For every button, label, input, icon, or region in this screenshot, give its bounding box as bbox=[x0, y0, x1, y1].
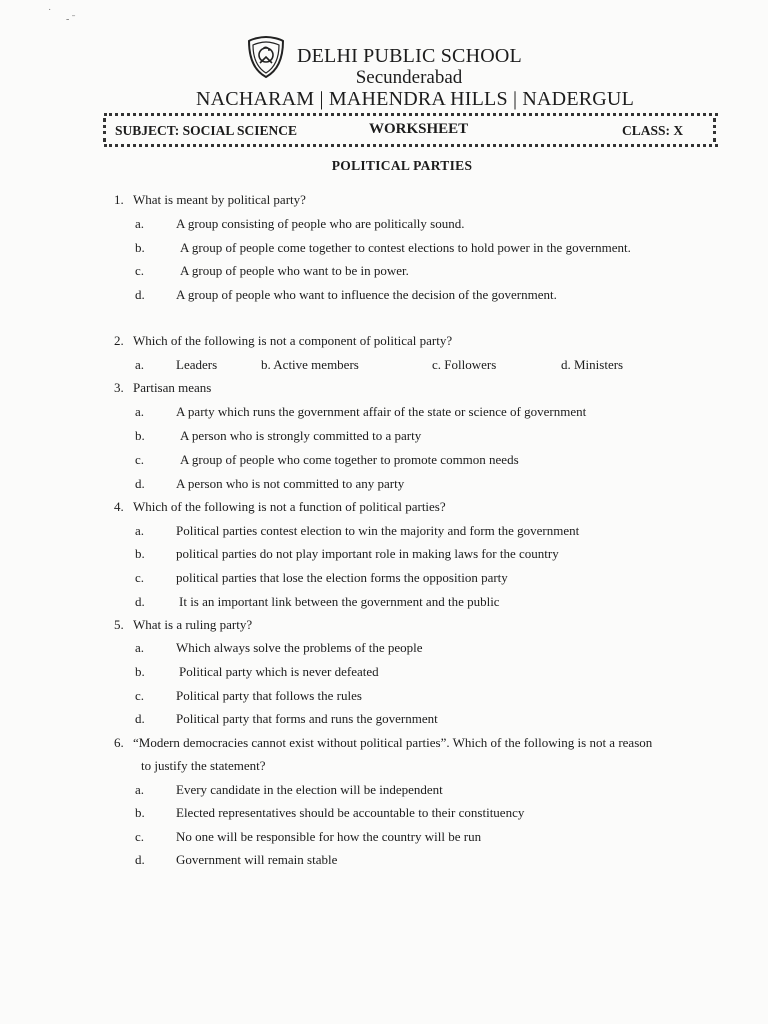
dotted-border-left bbox=[103, 118, 106, 142]
option-label: d. bbox=[135, 287, 145, 302]
school-city: Secunderabad bbox=[355, 67, 463, 88]
option-label: a. bbox=[135, 523, 145, 538]
option-label: a. bbox=[135, 404, 145, 419]
option-text: Every candidate in the election will be independent bbox=[176, 782, 443, 797]
option-label: c. bbox=[135, 452, 145, 467]
option-label: b. bbox=[135, 805, 145, 820]
option-text: A party which runs the government affair of the state or science of government bbox=[176, 404, 587, 419]
option-label: a. bbox=[135, 216, 145, 231]
option-text: Political party that follows the rules bbox=[176, 688, 362, 703]
option-label: b. bbox=[135, 664, 145, 679]
option-text: Leaders bbox=[176, 357, 218, 372]
worksheet-label: WORKSHEET bbox=[369, 121, 469, 137]
question-6: 6. “Modern democracies cannot exist without political parties”. Which of the following is not a reason bbox=[114, 735, 653, 750]
school-name: DELHI PUBLIC SCHOOL bbox=[297, 45, 522, 67]
option-text: political parties do not play important role in making laws for the country bbox=[176, 546, 559, 561]
option-label: d. bbox=[135, 852, 145, 867]
option-label: c. bbox=[135, 688, 145, 703]
option-text: Government will remain stable bbox=[176, 852, 338, 867]
subject-label: SUBJECT: SOCIAL SCIENCE bbox=[115, 123, 298, 138]
dotted-border-bottom bbox=[104, 144, 718, 147]
option-label: d. bbox=[135, 476, 145, 491]
question-5: 5. What is a ruling party? bbox=[114, 617, 253, 632]
option-label: a. bbox=[135, 782, 145, 797]
class-label: CLASS: X bbox=[622, 123, 684, 138]
option-label: a. bbox=[135, 357, 145, 372]
option-text: Elected representatives should be accountable to their constituency bbox=[176, 805, 525, 820]
option-text: Which always solve the problems of the people bbox=[176, 640, 423, 655]
question-2: 2. Which of the following is not a component of political party? bbox=[114, 333, 453, 348]
option-text: c. Followers bbox=[432, 357, 497, 372]
dotted-border-top bbox=[104, 113, 718, 116]
question-1: 1. What is meant by political party? bbox=[114, 192, 306, 207]
question-4: 4. Which of the following is not a function of political parties? bbox=[114, 499, 446, 514]
option-text: A group of people who want to influence the decision of the government. bbox=[176, 287, 557, 302]
option-text: No one will be responsible for how the country will be run bbox=[176, 829, 482, 844]
option-text: A group of people come together to contest elections to hold power in the government. bbox=[180, 240, 631, 255]
option-text: A person who is strongly committed to a party bbox=[180, 428, 422, 443]
option-label: c. bbox=[135, 570, 145, 585]
option-label: c. bbox=[135, 829, 145, 844]
dotted-border-right bbox=[713, 118, 716, 142]
option-label: c. bbox=[135, 263, 145, 278]
option-text: A group consisting of people who are politically sound. bbox=[176, 216, 465, 231]
option-label: b. bbox=[135, 546, 145, 561]
option-text: political parties that lose the election forms the opposition party bbox=[176, 570, 508, 585]
option-label: b. bbox=[135, 240, 145, 255]
option-text: Political party which is never defeated bbox=[179, 664, 379, 679]
scan-mark: - ˉ bbox=[66, 14, 76, 25]
option-text: d. Ministers bbox=[561, 357, 624, 372]
question-6-continuation: to justify the statement? bbox=[141, 758, 266, 773]
option-label: b. bbox=[135, 428, 145, 443]
option-text: b. Active members bbox=[261, 357, 359, 372]
option-text: A group of people who want to be in power. bbox=[180, 263, 409, 278]
option-text: Political party that forms and runs the government bbox=[176, 711, 438, 726]
option-label: a. bbox=[135, 640, 145, 655]
option-label: d. bbox=[135, 711, 145, 726]
option-label: d. bbox=[135, 594, 145, 609]
option-text: It is an important link between the government and the public bbox=[179, 594, 500, 609]
option-text: A person who is not committed to any party bbox=[176, 476, 405, 491]
scan-mark: ˙ bbox=[48, 8, 52, 19]
question-3: 3. Partisan means bbox=[114, 380, 212, 395]
option-text: Political parties contest election to win the majority and form the government bbox=[176, 523, 580, 538]
worksheet-title: POLITICAL PARTIES bbox=[331, 158, 473, 173]
school-branches: NACHARAM | MAHENDRA HILLS | NADERGUL bbox=[196, 88, 634, 110]
option-text: A group of people who come together to promote common needs bbox=[180, 452, 519, 467]
